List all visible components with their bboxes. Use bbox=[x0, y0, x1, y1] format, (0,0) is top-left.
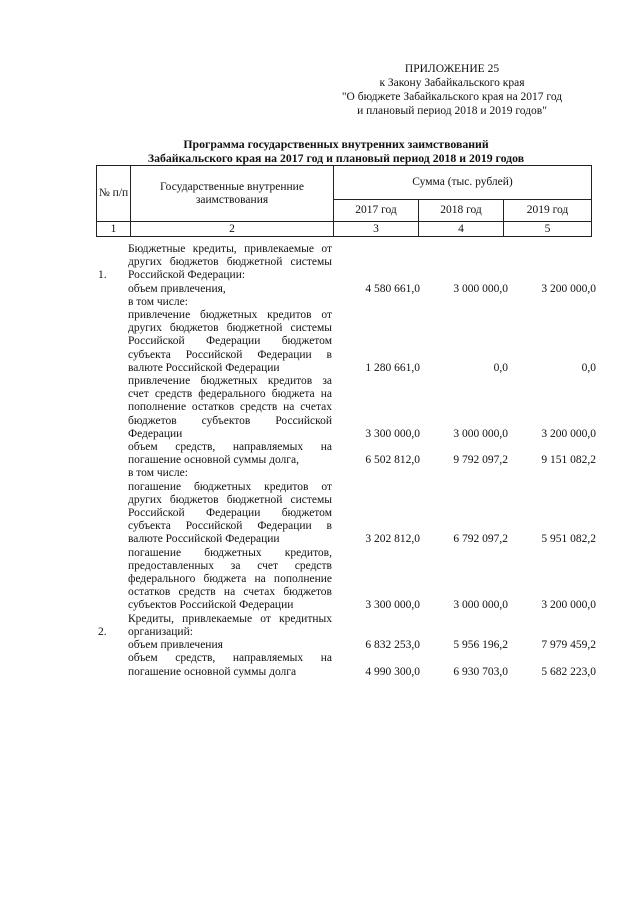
value-2018: 9 792 097,2 bbox=[453, 454, 508, 467]
row-text: привлечение бюджетных кредитов от других бюджетов бюджетной системы Российской Федерации бюджетом субъекта Российской Федерации в валюте Российской Федерации bbox=[128, 309, 332, 374]
row-num: 2. bbox=[98, 625, 107, 638]
table-row bbox=[98, 296, 598, 309]
row-text: объем привлечения, bbox=[128, 282, 226, 295]
table-row bbox=[98, 309, 598, 375]
value-2017: 6 502 812,0 bbox=[365, 454, 420, 467]
table-row bbox=[98, 243, 598, 283]
colnum-5: 5 bbox=[504, 222, 592, 237]
row-text: Кредиты, привлекаемые от кредитных организаций: bbox=[128, 612, 332, 638]
value-2018: 6 930 703,0 bbox=[453, 665, 508, 678]
value-2017: 4 580 661,0 bbox=[365, 282, 420, 295]
document-title bbox=[96, 137, 576, 165]
appendix-law: к Закону Забайкальского края bbox=[379, 77, 525, 89]
header-2019: 2019 год bbox=[504, 200, 592, 222]
colnum-4: 4 bbox=[419, 222, 504, 237]
row-text: в том числе: bbox=[128, 467, 188, 480]
row-text: привлечение бюджетных кредитов за счет средств федерального бюджета на пополнение остатков средств на счетах бюджетов субъектов Российской Федерации bbox=[128, 375, 332, 440]
value-2017: 3 300 000,0 bbox=[365, 599, 420, 612]
table-row bbox=[98, 547, 598, 613]
row-text: объем средств, направляемых на погашение основной суммы долга, bbox=[128, 441, 332, 467]
row-text: объем привлечения bbox=[128, 639, 223, 652]
header-2018: 2018 год bbox=[419, 200, 504, 222]
header-2017: 2017 год bbox=[334, 200, 419, 222]
title-line-1: Программа государственных внутренних заимствований bbox=[183, 137, 489, 151]
header-sum: Сумма (тыс. рублей) bbox=[334, 166, 592, 200]
row-text: объем средств, направляемых на погашение основной суммы долга bbox=[128, 652, 332, 678]
value-2019: 3 200 000,0 bbox=[541, 427, 596, 440]
table-row bbox=[98, 467, 598, 480]
table-row bbox=[98, 375, 598, 441]
value-2018: 0,0 bbox=[493, 361, 508, 374]
value-2017: 1 280 661,0 bbox=[365, 361, 420, 374]
colnum-1: 1 bbox=[97, 222, 131, 237]
value-2018: 6 792 097,2 bbox=[453, 533, 508, 546]
table-header bbox=[96, 165, 592, 237]
table-row bbox=[98, 613, 598, 639]
header-name: Государственные внутренние заимствования bbox=[131, 166, 334, 222]
table-row bbox=[98, 283, 598, 296]
value-2018: 3 000 000,0 bbox=[453, 599, 508, 612]
value-2019: 5 951 082,2 bbox=[541, 533, 596, 546]
value-2017: 6 832 253,0 bbox=[365, 639, 420, 652]
table-row bbox=[98, 481, 598, 547]
value-2019: 3 200 000,0 bbox=[541, 282, 596, 295]
appendix-header bbox=[322, 62, 582, 118]
value-2019: 9 151 082,2 bbox=[541, 454, 596, 467]
value-2018: 5 956 196,2 bbox=[453, 639, 508, 652]
table-row bbox=[98, 652, 598, 678]
value-2018: 3 000 000,0 bbox=[453, 282, 508, 295]
row-text: в том числе: bbox=[128, 295, 188, 308]
table-row bbox=[98, 639, 598, 652]
row-text: погашение бюджетных кредитов от других бюджетов бюджетной системы Российской Федерации бюджетом субъекта Российской Федерации в валюте Российской Федерации bbox=[128, 480, 332, 546]
appendix-law-period: и плановый период 2018 и 2019 годов" bbox=[357, 105, 547, 117]
title-line-2: Забайкальского края на 2017 год и плановый период 2018 и 2019 годов bbox=[147, 151, 525, 165]
appendix-number: ПРИЛОЖЕНИЕ 25 bbox=[404, 63, 500, 75]
value-2018: 3 000 000,0 bbox=[453, 427, 508, 440]
value-2019: 7 979 459,2 bbox=[541, 639, 596, 652]
row-text: Бюджетные кредиты, привлекаемые от других бюджетов бюджетной системы Российской Федерации: bbox=[128, 243, 332, 282]
value-2019: 3 200 000,0 bbox=[541, 599, 596, 612]
row-text: погашение бюджетных кредитов, предоставленных за счет средств федерального бюджета на пополнение остатков средств на счетах бюджетов субъектов Российской Федерации bbox=[128, 546, 332, 612]
colnum-2: 2 bbox=[131, 222, 334, 237]
row-num: 1. bbox=[98, 269, 107, 282]
value-2017: 3 300 000,0 bbox=[365, 427, 420, 440]
value-2017: 4 990 300,0 bbox=[365, 665, 420, 678]
value-2019: 5 682 223,0 bbox=[541, 665, 596, 678]
value-2019: 0,0 bbox=[581, 361, 596, 374]
colnum-3: 3 bbox=[334, 222, 419, 237]
header-num: № п/п bbox=[97, 166, 131, 222]
value-2017: 3 202 812,0 bbox=[365, 533, 420, 546]
table-row bbox=[98, 441, 598, 467]
appendix-law-title: "О бюджете Забайкальского края на 2017 год bbox=[341, 91, 563, 103]
table-body bbox=[98, 243, 598, 679]
